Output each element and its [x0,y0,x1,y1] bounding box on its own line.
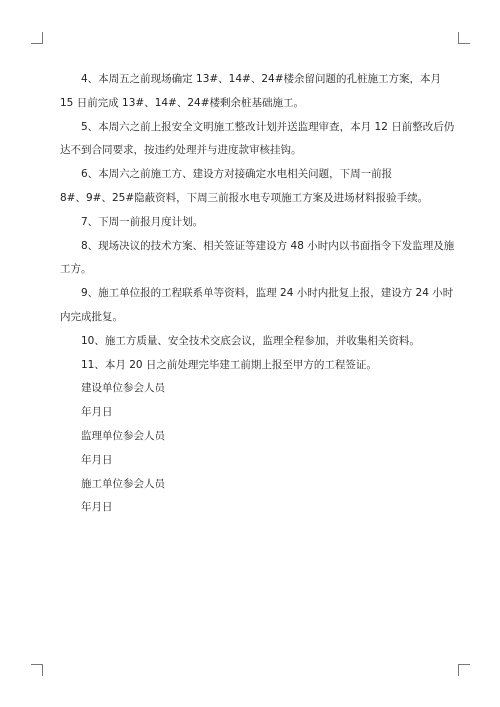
item-line: 9、施工单位报的工程联系单等资料，监理 24 小时内批复上报，建设方 24 小时 [81,287,454,300]
item-4 [60,68,442,116]
item-line: 8#、9#、25#隐蔽资料，下周三前报水电专项施工方案及进场材料报验手续。 [60,191,429,204]
document-body [60,68,455,520]
item-7 [60,211,442,235]
item-11 [60,354,442,378]
signature-construction-unit: 建设单位参会人员 [81,382,165,395]
item-8 [60,235,455,283]
item-9 [60,282,454,330]
crop-mark-bottom-left [31,664,43,676]
signature-block [60,377,442,520]
crop-mark-top-left [31,32,43,44]
signature-contractor-unit: 施工单位参会人员 [81,477,165,490]
item-6 [60,163,442,211]
crop-mark-bottom-right [458,664,470,676]
item-line: 达不到合同要求，按违约处理并与进度款审核挂钩。 [60,144,302,157]
signature-date: 年月日 [81,453,113,466]
item-line: 11、本月 20 日之前处理完毕建工前期上报至甲方的工程签证。 [81,358,377,371]
item-line: 4、本周五之前现场确定 13#、14#、24#楼余留问题的孔桩施工方案，本月 [81,73,441,85]
signature-date: 年月日 [81,406,113,419]
item-line: 5、本周六之前上报安全文明施工整改计划并送监理审查，本月 12 日前整改后仍 [81,120,455,133]
item-line: 8、现场决议的技术方案、相关签证等建设方 48 小时内以书面指令下发监理及施 [81,239,455,252]
item-line: 内完成批复。 [60,310,123,323]
signature-date: 年月日 [81,501,113,514]
item-line: 工方。 [60,263,92,276]
item-5 [60,116,455,164]
item-line: 15 日前完成 13#、14#、24#楼剩余桩基础施工。 [60,96,305,109]
item-10 [60,330,442,354]
signature-supervision-unit: 监理单位参会人员 [81,429,165,442]
item-line: 10、施工方质量、安全技术交底会议，监理全程参加，并收集相关资料。 [81,334,420,347]
item-line: 6、本周六之前施工方、建设方对接确定水电相关问题，下周一前报 [81,168,393,181]
crop-mark-top-right [458,32,470,44]
item-line: 7、下周一前报月度计划。 [81,215,204,228]
